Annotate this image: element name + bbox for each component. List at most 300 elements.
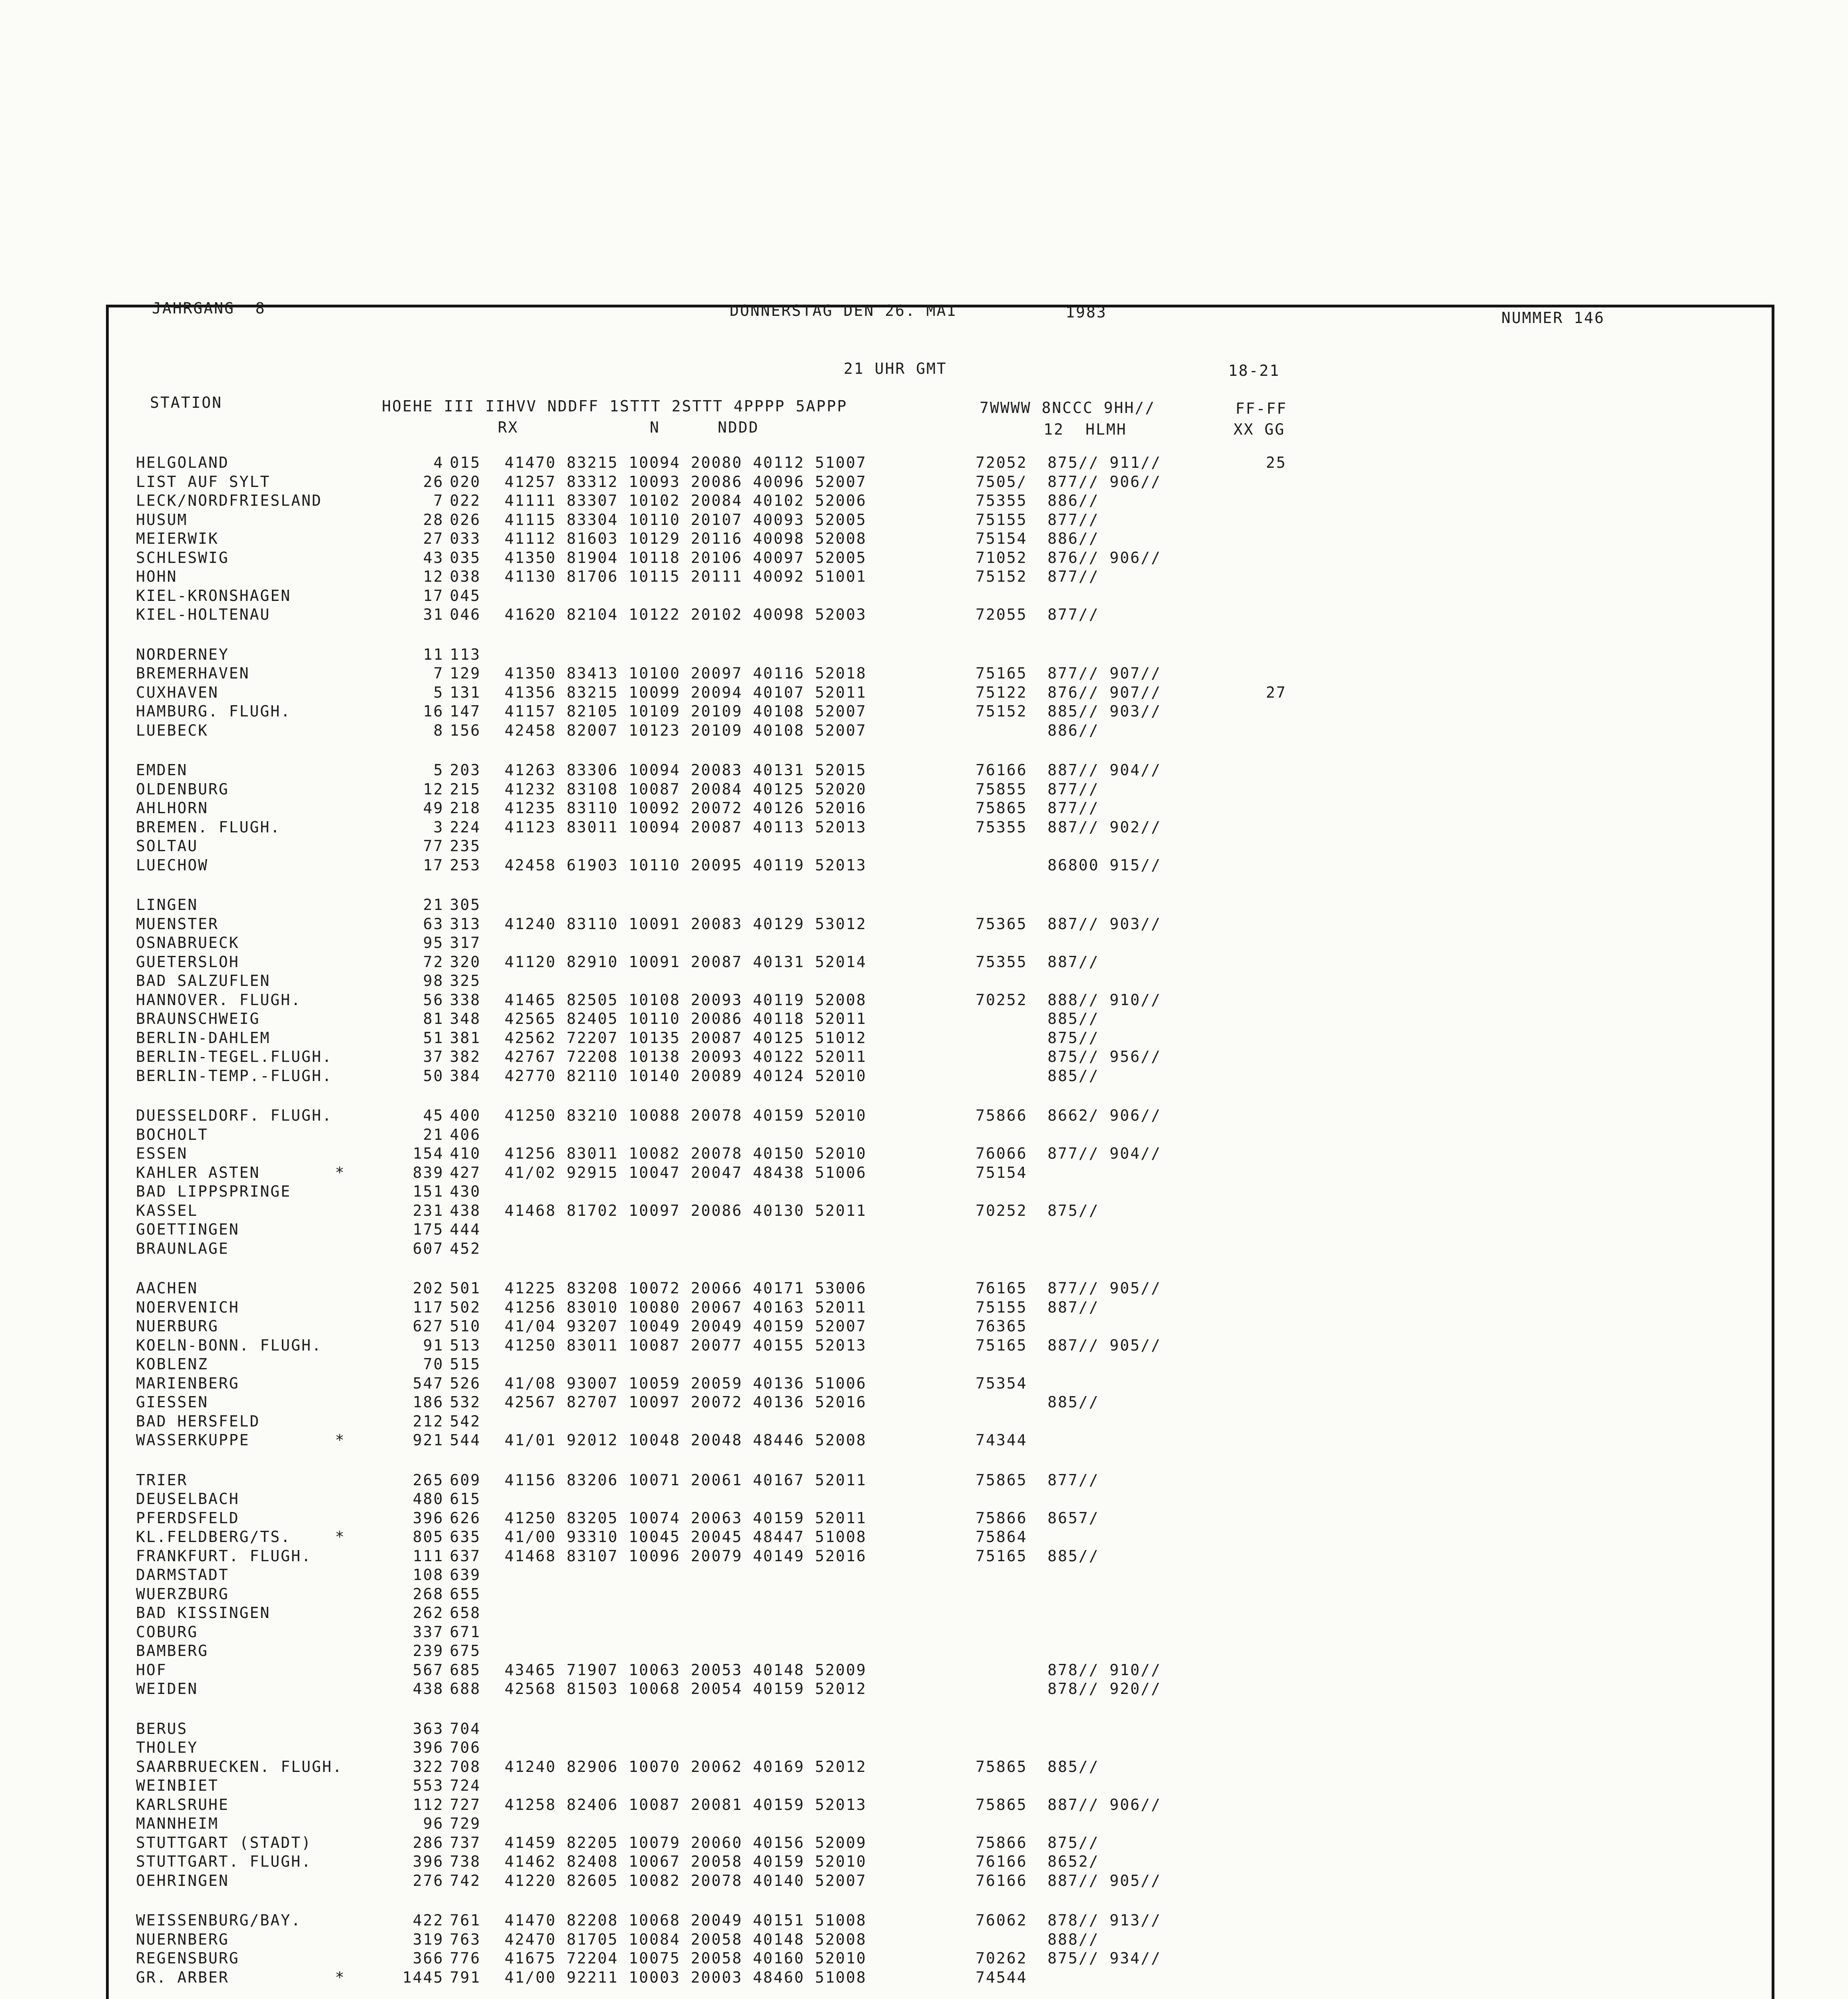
group-7wwww: 75152 — [976, 568, 1028, 585]
station-name: SCHLESWIG — [136, 549, 229, 567]
table-row — [136, 1605, 1695, 1624]
hoehe: 17 — [423, 587, 444, 604]
station-index: 655 — [450, 1585, 481, 1603]
group-7wwww: 70262 — [976, 1949, 1028, 1967]
hoehe: 49 — [423, 799, 444, 817]
synop-groups: 41250 83011 10087 20077 40155 52013 — [505, 1336, 867, 1354]
station-index: 325 — [450, 972, 481, 990]
station-index: 313 — [450, 915, 481, 933]
station-name: THOLEY — [136, 1739, 198, 1756]
groups-8nccc-9hh: 887// 905// — [1048, 1871, 1161, 1889]
station-index: 737 — [450, 1833, 481, 1851]
station-name: TRIER — [136, 1471, 188, 1489]
group-7wwww: 75355 — [976, 818, 1028, 836]
group-7wwww: 75122 — [976, 683, 1028, 701]
station-name: NUERNBERG — [136, 1930, 229, 1948]
synop-groups: 41/00 92211 10003 20003 48460 51008 — [505, 1968, 867, 1986]
group-7wwww: 75865 — [976, 1796, 1028, 1813]
groups-8nccc-9hh: 885// — [1048, 1067, 1100, 1085]
station-name: HUSUM — [136, 511, 188, 529]
station-name: MEIERWIK — [136, 530, 219, 547]
hoehe: 839 — [413, 1163, 444, 1181]
col-header-12: 12 — [1044, 421, 1064, 438]
group-7wwww: 76166 — [976, 1853, 1028, 1870]
hoehe: 96 — [423, 1815, 444, 1832]
group-7wwww: 75866 — [976, 1509, 1028, 1527]
synop-groups: 41/04 93207 10049 20049 40159 52007 — [505, 1317, 867, 1335]
station-index: 020 — [450, 473, 481, 491]
hoehe: 8 — [433, 721, 444, 739]
table-row — [136, 1778, 1695, 1797]
station-name: CUXHAVEN — [136, 683, 219, 701]
groups-8nccc-9hh: 877// — [1048, 606, 1100, 623]
station-name: BREMEN. FLUGH. — [136, 818, 281, 836]
station-name: REGENSBURG — [136, 1949, 239, 1967]
observation-time: 21 UHR GMT — [844, 360, 947, 377]
hoehe: 4 — [433, 454, 444, 471]
group-7wwww: 75154 — [976, 1163, 1028, 1181]
station-index: 526 — [450, 1374, 481, 1392]
station-index: 675 — [450, 1642, 481, 1660]
station-name: WEIDEN — [136, 1680, 198, 1698]
station-name: DEUSELBACH — [136, 1490, 239, 1508]
hoehe: 28 — [423, 511, 444, 529]
group-7wwww: 75866 — [976, 1833, 1028, 1851]
synop-groups: 41256 83011 10082 20078 40150 52010 — [505, 1145, 867, 1162]
synop-groups: 41123 83011 10094 20087 40113 52013 — [505, 818, 867, 836]
hoehe: 3 — [433, 818, 444, 836]
group-separator — [136, 1700, 1695, 1721]
synop-groups: 41263 83306 10094 20083 40131 52015 — [505, 761, 867, 779]
group-separator — [136, 876, 1695, 897]
hoehe: 202 — [413, 1279, 444, 1297]
station-name: KOELN-BONN. FLUGH. — [136, 1336, 322, 1354]
table-row — [136, 647, 1695, 666]
synop-groups: 41350 83413 10100 20097 40116 52018 — [505, 664, 867, 682]
station-name: GUETERSLOH — [136, 953, 239, 971]
station-index: 317 — [450, 934, 481, 952]
hoehe: 396 — [413, 1853, 444, 1870]
station-name: EMDEN — [136, 761, 188, 779]
station-name: COBURG — [136, 1623, 198, 1641]
hoehe: 51 — [423, 1029, 444, 1047]
station-index: 544 — [450, 1431, 481, 1449]
hoehe: 286 — [413, 1833, 444, 1851]
synop-groups: 41620 82104 10122 20102 40098 52003 — [505, 606, 867, 623]
synop-groups: 41350 81904 10118 20106 40097 52005 — [505, 549, 867, 567]
groups-8nccc-9hh: 875// — [1048, 1201, 1100, 1219]
synop-groups: 41/00 93310 10045 20045 48447 51008 — [505, 1528, 867, 1546]
hoehe: 63 — [423, 915, 444, 933]
group-7wwww: 75355 — [976, 492, 1028, 509]
table-row — [136, 1300, 1695, 1319]
groups-8nccc-9hh: 887// — [1048, 1298, 1100, 1316]
table-row — [136, 1108, 1695, 1127]
table-row — [136, 1281, 1695, 1300]
synop-groups: 41465 82505 10108 20093 40119 52008 — [505, 991, 867, 1009]
synop-groups: 41468 81702 10097 20086 40130 52011 — [505, 1201, 867, 1219]
synop-groups: 41220 82605 10082 20078 40140 52007 — [505, 1871, 867, 1889]
station-index: 635 — [450, 1528, 481, 1546]
station-index: 038 — [450, 568, 481, 585]
hoehe: 186 — [413, 1393, 444, 1411]
synop-groups: 42767 72208 10138 20093 40122 52011 — [505, 1048, 867, 1065]
hoehe: 11 — [423, 645, 444, 663]
station-table — [136, 455, 1695, 1999]
hoehe: 5 — [433, 761, 444, 779]
hoehe: 5 — [433, 683, 444, 701]
station-name: DARMSTADT — [136, 1566, 229, 1584]
group-7wwww: 76166 — [976, 761, 1028, 779]
station-index: 203 — [450, 761, 481, 779]
station-index: 400 — [450, 1107, 481, 1124]
group-7wwww: 75154 — [976, 530, 1028, 547]
table-row — [136, 1241, 1695, 1260]
groups-8nccc-9hh: 878// 913// — [1048, 1911, 1161, 1929]
station-index: 501 — [450, 1279, 481, 1297]
group-7wwww: 75365 — [976, 915, 1028, 933]
group-7wwww: 7505/ — [976, 473, 1028, 491]
synop-groups: 41130 81706 10115 20111 40092 51001 — [505, 568, 867, 585]
station-index: 156 — [450, 721, 481, 739]
station-name: HOHN — [136, 568, 178, 585]
station-name: MANNHEIM — [136, 1815, 219, 1832]
station-index: 410 — [450, 1145, 481, 1162]
table-row — [136, 1376, 1695, 1395]
hoehe: 319 — [413, 1930, 444, 1948]
station-name: KIEL-HOLTENAU — [136, 606, 271, 623]
station-name: BREMERHAVEN — [136, 664, 250, 682]
table-row — [136, 531, 1695, 550]
hoehe: 98 — [423, 972, 444, 990]
station-name: STUTTGART (STADT) — [136, 1833, 312, 1851]
hoehe: 95 — [423, 934, 444, 952]
synop-groups: 41225 83208 10072 20066 40171 53006 — [505, 1279, 867, 1297]
table-row — [136, 992, 1695, 1011]
station-index: 763 — [450, 1930, 481, 1948]
hoehe: 276 — [413, 1871, 444, 1889]
table-row — [136, 916, 1695, 936]
synop-groups: 41235 83110 10092 20072 40126 52016 — [505, 799, 867, 817]
station-index: 382 — [450, 1048, 481, 1065]
table-row — [136, 858, 1695, 877]
groups-8nccc-9hh: 886// — [1048, 721, 1100, 739]
synop-groups: 41115 83304 10110 20107 40093 52005 — [505, 511, 867, 529]
mountain-station-mark: * — [335, 1163, 345, 1181]
station-index: 727 — [450, 1796, 481, 1813]
group-separator — [136, 1260, 1695, 1281]
groups-8nccc-9hh: 886// — [1048, 492, 1100, 509]
station-name: KIEL-KRONSHAGEN — [136, 587, 291, 604]
synop-groups: 41256 83010 10080 20067 40163 52011 — [505, 1298, 867, 1316]
hoehe: 108 — [413, 1566, 444, 1584]
table-row — [136, 1951, 1695, 1970]
group-7wwww: 76165 — [976, 1279, 1028, 1297]
table-row — [136, 820, 1695, 839]
hoehe: 239 — [413, 1642, 444, 1660]
station-index: 046 — [450, 606, 481, 623]
group-7wwww: 70252 — [976, 1201, 1028, 1219]
station-name: BAMBERG — [136, 1642, 209, 1660]
station-name: MARIENBERG — [136, 1374, 239, 1392]
hoehe: 117 — [413, 1298, 444, 1316]
table-row — [136, 1721, 1695, 1740]
group-separator — [136, 1892, 1695, 1913]
synop-groups: 41675 72204 10075 20058 40160 52010 — [505, 1949, 867, 1967]
station-name: OLDENBURG — [136, 780, 229, 798]
hoehe: 112 — [413, 1796, 444, 1813]
station-name: AHLHORN — [136, 799, 209, 817]
synop-groups: 41257 83312 10093 20086 40096 52007 — [505, 473, 867, 491]
table-row — [136, 569, 1695, 588]
station-name: GIESSEN — [136, 1393, 209, 1411]
station-index: 515 — [450, 1355, 481, 1373]
station-name: BERLIN-TEGEL.FLUGH. — [136, 1048, 333, 1065]
table-row — [136, 1319, 1695, 1338]
groups-8nccc-9hh: 877// — [1048, 568, 1100, 585]
hoehe: 91 — [423, 1336, 444, 1354]
station-index: 729 — [450, 1815, 481, 1832]
groups-8nccc-9hh: 886// — [1048, 530, 1100, 547]
synop-groups: 41111 83307 10102 20084 40102 52006 — [505, 492, 867, 509]
station-name: STUTTGART. FLUGH. — [136, 1853, 312, 1870]
groups-8nccc-9hh: 887// 906// — [1048, 1796, 1161, 1813]
hoehe: 111 — [413, 1547, 444, 1565]
table-row — [136, 666, 1695, 685]
station-index: 513 — [450, 1336, 481, 1354]
station-index: 776 — [450, 1949, 481, 1967]
station-name: NORDERNEY — [136, 645, 229, 663]
hoehe: 921 — [413, 1431, 444, 1449]
table-row — [136, 1548, 1695, 1568]
groups-8nccc-9hh: 876// 906// — [1048, 549, 1161, 567]
group-7wwww: 75355 — [976, 953, 1028, 971]
synop-groups: 41240 83110 10091 20083 40129 53012 — [505, 915, 867, 933]
group-7wwww: 75165 — [976, 1547, 1028, 1565]
hoehe: 31 — [423, 606, 444, 623]
table-row — [136, 1510, 1695, 1530]
groups-8nccc-9hh: 878// 910// — [1048, 1661, 1161, 1679]
station-name: SOLTAU — [136, 837, 198, 855]
table-row — [136, 1127, 1695, 1146]
groups-8nccc-9hh: 875// — [1048, 1833, 1100, 1851]
station-name: OEHRINGEN — [136, 1871, 229, 1889]
hoehe: 45 — [423, 1107, 444, 1124]
hoehe: 231 — [413, 1201, 444, 1219]
station-name: LECK/NORDFRIESLAND — [136, 492, 322, 509]
table-row — [136, 1472, 1695, 1492]
group-7wwww: 72052 — [976, 454, 1028, 471]
table-row — [136, 1854, 1695, 1873]
table-row — [136, 897, 1695, 916]
synop-groups: 41250 83205 10074 20063 40159 52011 — [505, 1509, 867, 1527]
station-index: 688 — [450, 1680, 481, 1698]
hoehe: 396 — [413, 1509, 444, 1527]
station-name: HOF — [136, 1661, 167, 1679]
synop-groups: 41459 82205 10079 20060 40156 52009 — [505, 1833, 867, 1851]
synop-groups: 42562 72207 10135 20087 40125 51012 — [505, 1029, 867, 1047]
group-7wwww: 76062 — [976, 1911, 1028, 1929]
group-7wwww: 74344 — [976, 1431, 1028, 1449]
synop-groups: 41156 83206 10071 20061 40167 52011 — [505, 1471, 867, 1489]
group-7wwww: 75155 — [976, 511, 1028, 529]
hoehe: 396 — [413, 1739, 444, 1756]
station-index: 671 — [450, 1623, 481, 1641]
table-row — [136, 1030, 1695, 1049]
station-index: 706 — [450, 1739, 481, 1756]
synop-groups: 41470 83215 10094 20080 40112 51007 — [505, 454, 867, 471]
station-index: 033 — [450, 530, 481, 547]
station-name: HELGOLAND — [136, 454, 229, 471]
station-name: BAD KISSINGEN — [136, 1604, 271, 1622]
table-row — [136, 455, 1695, 474]
station-index: 502 — [450, 1298, 481, 1316]
groups-8nccc-9hh: 877// 906// — [1048, 473, 1161, 491]
station-index: 708 — [450, 1758, 481, 1776]
synop-groups: 41240 82906 10070 20062 40169 52012 — [505, 1758, 867, 1776]
table-row — [136, 1184, 1695, 1203]
mountain-station-mark: * — [335, 1431, 345, 1449]
groups-8nccc-9hh: 877// 905// — [1048, 1279, 1161, 1297]
table-row — [136, 1586, 1695, 1606]
station-index: 131 — [450, 683, 481, 701]
table-row — [136, 1873, 1695, 1892]
groups-8nccc-9hh: 877// 904// — [1048, 1145, 1161, 1162]
station-index: 510 — [450, 1317, 481, 1335]
station-name: BERLIN-TEMP.-FLUGH. — [136, 1067, 333, 1085]
groups-8nccc-9hh: 875// 956// — [1048, 1048, 1161, 1065]
table-row — [136, 1049, 1695, 1068]
jahrgang: JAHRGANG 8 — [152, 299, 266, 317]
table-row — [136, 1759, 1695, 1778]
issue-number: NUMMER 146 — [1501, 309, 1605, 327]
station-index: 685 — [450, 1661, 481, 1679]
col-header-nddd: NDDD — [718, 419, 759, 436]
table-row — [136, 1011, 1695, 1030]
synop-groups: 42458 82007 10123 20109 40108 52007 — [505, 721, 867, 739]
group-7wwww: 75864 — [976, 1528, 1028, 1546]
hoehe: 154 — [413, 1145, 444, 1162]
group-7wwww: 75152 — [976, 702, 1028, 720]
station-index: 791 — [450, 1968, 481, 1986]
synop-groups: 41462 82408 10067 20058 40159 52010 — [505, 1853, 867, 1870]
hoehe: 805 — [413, 1528, 444, 1546]
group-7wwww: 75354 — [976, 1374, 1028, 1392]
synop-groups: 41112 81603 10129 20116 40098 52008 — [505, 530, 867, 547]
hoehe: 7 — [433, 664, 444, 682]
table-row — [136, 1681, 1695, 1700]
group-7wwww: 75865 — [976, 799, 1028, 817]
station-name: ESSEN — [136, 1145, 188, 1162]
col-header-main: HOEHE III IIHVV NDDFF 1STTT 2STTT 4PPPP 5APPP — [382, 397, 848, 415]
issue-year: 1983 — [1066, 303, 1107, 321]
hoehe: 1445 — [402, 1968, 444, 1986]
table-row — [136, 607, 1695, 626]
table-row — [136, 723, 1695, 742]
station-index: 452 — [450, 1239, 481, 1257]
station-index: 147 — [450, 702, 481, 720]
station-index: 253 — [450, 856, 481, 874]
hoehe: 77 — [423, 837, 444, 855]
group-7wwww: 75866 — [976, 1107, 1028, 1124]
groups-8nccc-9hh: 8657/ — [1048, 1509, 1100, 1527]
synop-groups: 41250 83210 10088 20078 40159 52010 — [505, 1107, 867, 1124]
synop-groups: 41157 82105 10109 20109 40108 52007 — [505, 702, 867, 720]
table-row — [136, 1740, 1695, 1759]
station-name: FRANKFURT. FLUGH. — [136, 1547, 312, 1565]
hoehe: 56 — [423, 991, 444, 1009]
groups-8nccc-9hh: 885// — [1048, 1393, 1100, 1411]
station-index: 542 — [450, 1412, 481, 1430]
hoehe: 607 — [413, 1239, 444, 1257]
station-name: WASSERKUPPE — [136, 1431, 250, 1449]
hoehe: 547 — [413, 1374, 444, 1392]
station-index: 215 — [450, 780, 481, 798]
station-index: 224 — [450, 818, 481, 836]
synop-groups: 42568 81503 10068 20054 40159 52012 — [505, 1680, 867, 1698]
station-name: AACHEN — [136, 1279, 198, 1297]
table-row — [136, 1529, 1695, 1548]
table-row — [136, 1932, 1695, 1951]
station-name: DUESSELDORF. FLUGH. — [136, 1107, 333, 1124]
station-name: GOETTINGEN — [136, 1221, 239, 1238]
station-name: LIST AUF SYLT — [136, 473, 271, 491]
station-index: 430 — [450, 1183, 481, 1200]
hoehe: 81 — [423, 1010, 444, 1027]
station-name: BERUS — [136, 1720, 188, 1738]
group-separator — [136, 1989, 1695, 1999]
synop-groups: 42567 82707 10097 20072 40136 52016 — [505, 1393, 867, 1411]
station-name: BAD SALZUFLEN — [136, 972, 271, 990]
table-row — [136, 762, 1695, 782]
station-index: 035 — [450, 549, 481, 567]
table-row — [136, 1913, 1695, 1932]
group-separator — [136, 1452, 1695, 1472]
synop-groups: 42458 61903 10110 20095 40119 52013 — [505, 856, 867, 874]
station-index: 738 — [450, 1853, 481, 1870]
station-index: 532 — [450, 1393, 481, 1411]
station-index: 113 — [450, 645, 481, 663]
table-row — [136, 1414, 1695, 1433]
station-name: WEINBIET — [136, 1777, 219, 1794]
period-label: 18-21 — [1228, 362, 1280, 379]
station-index: 615 — [450, 1490, 481, 1508]
table-row — [136, 800, 1695, 820]
hoehe: 151 — [413, 1183, 444, 1200]
hoehe: 337 — [413, 1623, 444, 1641]
synop-groups: 41468 83107 10096 20079 40149 52016 — [505, 1547, 867, 1565]
groups-8nccc-9hh: 875// 911// — [1048, 454, 1161, 471]
hoehe: 43 — [423, 549, 444, 567]
station-name: BOCHOLT — [136, 1125, 209, 1143]
station-name: WUERZBURG — [136, 1585, 229, 1603]
groups-8nccc-9hh: 86800 915// — [1048, 856, 1161, 874]
station-index: 639 — [450, 1566, 481, 1584]
groups-8nccc-9hh: 8662/ 906// — [1048, 1107, 1161, 1124]
station-name: GR. ARBER — [136, 1968, 229, 1986]
group-7wwww: 76166 — [976, 1871, 1028, 1889]
group-7wwww: 75865 — [976, 1471, 1028, 1489]
table-row — [136, 954, 1695, 974]
hoehe: 16 — [423, 702, 444, 720]
synop-groups: 42565 82405 10110 20086 40118 52011 — [505, 1010, 867, 1027]
group-7wwww: 75865 — [976, 1758, 1028, 1776]
issue-date: DONNERSTAG DEN 26. MAI — [730, 302, 958, 319]
groups-8nccc-9hh: 887// 905// — [1048, 1336, 1161, 1354]
groups-8nccc-9hh: 877// — [1048, 511, 1100, 529]
group-7wwww: 75165 — [976, 1336, 1028, 1354]
table-row — [136, 1165, 1695, 1184]
